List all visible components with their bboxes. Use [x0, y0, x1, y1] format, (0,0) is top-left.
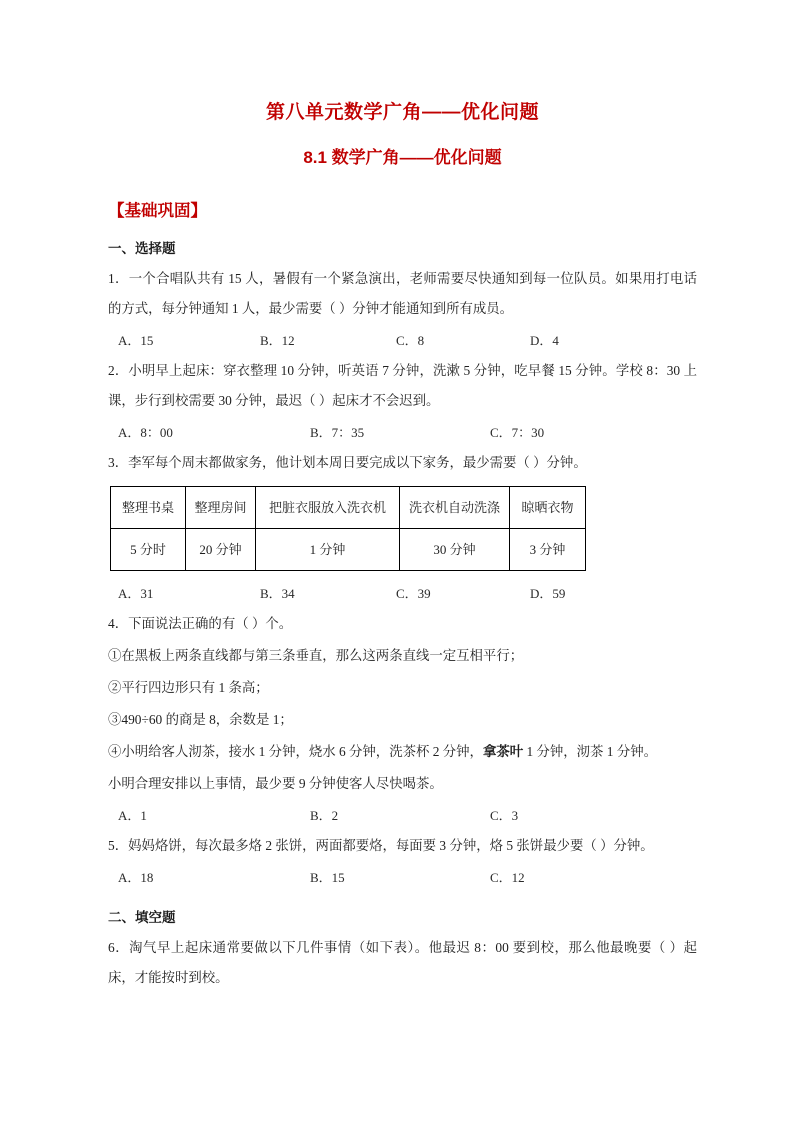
option-b[interactable]: B．7：35 [310, 425, 365, 441]
table-header-cell: 整理房间 [186, 487, 256, 529]
option-c[interactable]: C．12 [490, 870, 525, 886]
table-value-cell: 5 分时 [111, 529, 186, 571]
table-value-cell: 3 分钟 [510, 529, 586, 571]
question-4-item-4-suffix: 1 分钟，沏茶 1 分钟。 [523, 744, 658, 760]
table-value-cell: 20 分钟 [186, 529, 256, 571]
option-a[interactable]: A．8：00 [118, 425, 173, 441]
question-2-options [108, 416, 697, 446]
chore-time-table [110, 486, 586, 571]
question-5-options [108, 861, 697, 891]
question-4-item-2: ②平行四边形只有 1 条高； [108, 680, 269, 696]
option-a[interactable]: A．15 [118, 333, 154, 349]
option-c[interactable]: C．39 [396, 586, 431, 602]
question-4-item-4 [108, 735, 697, 767]
option-b[interactable]: B．34 [260, 586, 295, 602]
table-header-cell: 晾晒衣物 [510, 487, 586, 529]
section-heading-fill-in-the-blank: 二、填空题 [108, 910, 176, 926]
page-subtitle: 8.1 数学广角——优化问题 [303, 147, 502, 167]
option-c[interactable]: C．8 [396, 333, 425, 349]
option-b[interactable]: B．15 [310, 870, 345, 886]
question-1-text: 1．一个合唱队共有 15 人，暑假有一个紧急演出，老师需要尽快通知到每一位队员。如果用打电话的方式，每分钟通知 1 人，最少需要（ ）分钟才能通知到所有成员。 [108, 271, 697, 317]
question-4-item-1: ①在黑板上两条直线都与第三条垂直，那么这两条直线一定互相平行； [108, 648, 524, 664]
question-1-options [108, 324, 697, 354]
page-title: 第八单元数学广角——优化问题 [265, 102, 539, 123]
question-4-item-4-line2: 小明合理安排以上事情，最少要 9 分钟使客人尽快喝茶。 [108, 776, 443, 792]
question-5-text: 5．妈妈烙饼，每次最多烙 2 张饼，两面都要烙，每面要 3 分钟，烙 5 张饼最少要（ ）分钟。 [108, 838, 654, 854]
question-4-options [108, 799, 697, 829]
block-heading-basic-practice: 【基础巩固】 [108, 202, 207, 221]
option-a[interactable]: A．18 [118, 870, 154, 886]
question-4-item-3: ③490÷60 的商是 8，余数是 1； [108, 712, 293, 728]
question-4-item-4-emphasis: 拿茶叶 [482, 744, 524, 760]
table-header-cell: 洗衣机自动洗涤 [400, 487, 510, 529]
question-4-text: 4．下面说法正确的有（ ）个。 [108, 616, 293, 632]
question-3-options [108, 571, 697, 607]
question-4-item-4-prefix: ④小明给客人沏茶，接水 1 分钟，烧水 6 分钟，洗茶杯 2 分钟， [108, 744, 483, 760]
table-value-cell: 30 分钟 [400, 529, 510, 571]
table-header-cell: 整理书桌 [111, 487, 186, 529]
question-3-text: 3．李军每个周末都做家务，他计划本周日要完成以下家务，最少需要（ ）分钟。 [108, 455, 587, 471]
option-b[interactable]: B．2 [310, 808, 339, 824]
option-a[interactable]: A．1 [118, 808, 147, 824]
table-header-cell: 把脏衣服放入洗衣机 [256, 487, 400, 529]
question-2-text: 2．小明早上起床：穿衣整理 10 分钟，听英语 7 分钟，洗漱 5 分钟，吃早餐 15 分钟。学校 8：30 上课，步行到校需要 30 分钟，最迟（ ）起床才不会迟到。 [108, 363, 697, 409]
option-a[interactable]: A．31 [118, 586, 154, 602]
question-6-text: 6．淘气早上起床通常要做以下几件事情（如下表）。他最迟 8：00 要到校，那么他最晚要（ ）起床，才能按时到校。 [108, 940, 697, 986]
option-c[interactable]: C．3 [490, 808, 519, 824]
section-heading-multiple-choice: 一、选择题 [108, 240, 176, 256]
option-d[interactable]: D．4 [530, 333, 559, 349]
option-c[interactable]: C．7：30 [490, 425, 545, 441]
table-row-values [111, 529, 586, 571]
option-d[interactable]: D．59 [530, 586, 566, 602]
option-b[interactable]: B．12 [260, 333, 295, 349]
table-row-headers [111, 487, 586, 529]
table-value-cell: 1 分钟 [256, 529, 400, 571]
